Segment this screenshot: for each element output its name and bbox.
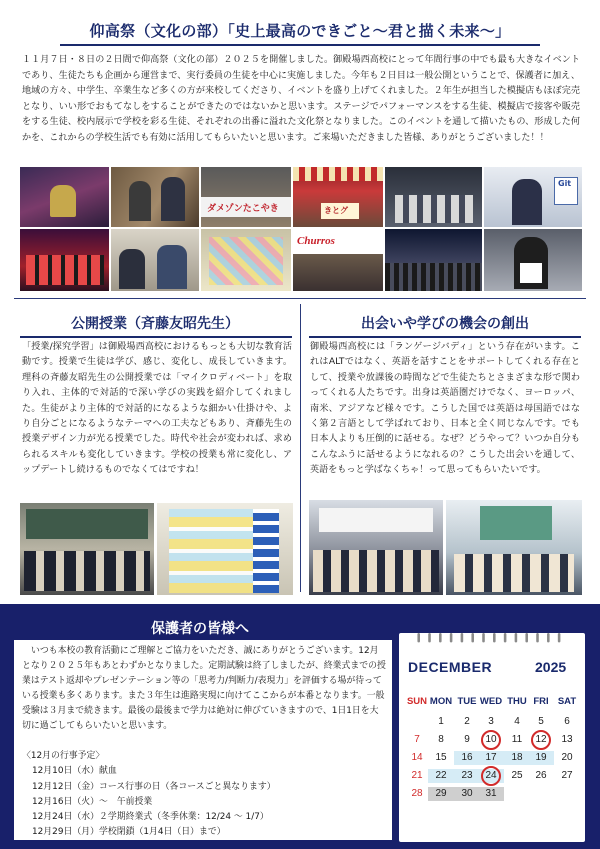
calendar-day: 2 — [464, 716, 470, 727]
calendar-day: 8 — [438, 734, 444, 745]
photo-caption: きとグ — [324, 206, 348, 215]
december-calendar — [399, 633, 585, 842]
calendar-day-circle — [481, 766, 501, 786]
calendar-weekday-sun: SUN — [406, 696, 428, 707]
festival-title-underline — [60, 44, 540, 46]
open-class-title: 公開授業（斉藤友昭先生） — [71, 316, 239, 332]
festival-photo — [201, 167, 291, 227]
calendar-ring — [536, 633, 539, 642]
calendar-day: 6 — [564, 716, 570, 727]
calendar-weekday-tue: TUE — [457, 696, 477, 707]
language-buddy-photo — [309, 500, 443, 595]
calendar-day: 29 — [435, 788, 447, 799]
calendar-day: 28 — [411, 788, 423, 799]
language-buddy-photo — [446, 500, 582, 595]
calendar-ring — [482, 633, 485, 642]
calendar-day: 9 — [464, 734, 470, 745]
calendar-ring — [439, 633, 442, 642]
december-schedule — [22, 749, 386, 841]
calendar-weekday-wed: WED — [479, 696, 503, 707]
calendar-day: 3 — [488, 716, 494, 727]
festival-photo — [293, 229, 383, 291]
calendar-day: 15 — [435, 752, 447, 763]
calendar-day: 13 — [561, 734, 573, 745]
calendar-day-circle — [531, 730, 551, 750]
calendar-ring — [493, 633, 496, 642]
calendar-day: 1 — [438, 716, 444, 727]
calendar-ring — [428, 633, 431, 642]
photo-caption: Git — [558, 179, 572, 188]
calendar-day: 16 — [461, 752, 473, 763]
festival-photo — [385, 167, 482, 227]
calendar-day: 4 — [514, 716, 520, 727]
calendar-day: 23 — [461, 770, 473, 781]
calendar-day-circle — [481, 730, 501, 750]
schedule-item: 12月12日（金）コース行事の日（各コースごと異なります） — [32, 781, 276, 792]
calendar-day: 24 — [485, 770, 497, 781]
open-class-article: 「授業/探究学習」は御殿場西高校におけるもっとも大切な教育活動です。授業で生徒は学び、感じ、変化し、成長していきます。理科の斉藤友昭先生の公開授業では「マイクロディベート」を取り入れ、主体的で対話的で深い学びの実践を紹介してくれました。生徒がより主体的で対話的になるような細かい仕掛けや、より自分ごとになるようなテーマへの工夫などもあり、斉藤先生の授業デザイン力が光る授業でした。時代や社会が変われば、求められるスキルも変化していきます。学校の授業も常に変化し、アップデートし続けるものでなくてはですね！ — [22, 342, 292, 476]
calendar-day: 30 — [461, 788, 473, 799]
calendar-year: 2025 — [535, 659, 567, 675]
calendar-weekday-fri: FRI — [533, 696, 549, 707]
calendar-month: DECEMBER — [408, 659, 493, 675]
parents-message — [22, 644, 386, 734]
festival-photo — [484, 167, 582, 227]
calendar-ring — [504, 633, 507, 642]
photo-caption: ダメゾンたこやき — [207, 204, 279, 214]
schedule-item: 12月24日（水）２学期終業式（冬季休業：12/24 〜 1/7） — [32, 812, 269, 823]
schedule-item: 12月16日（火）〜 午前授業 — [32, 796, 153, 807]
photo-caption: Churros — [297, 235, 335, 247]
open-class-photo — [20, 503, 154, 595]
calendar-weekday-mon: MON — [429, 696, 453, 707]
calendar-day: 10 — [485, 734, 497, 745]
schedule-item: 12月29日（月）学校閉鎖（1月4日（日）まで） — [32, 827, 226, 838]
calendar-day: 22 — [435, 770, 447, 781]
festival-photo — [293, 167, 383, 227]
calendar-ring — [558, 633, 561, 642]
calendar-day: 12 — [535, 734, 547, 745]
language-buddy-article: 御殿場西高校には「ランゲージバディ」という存在がいます。これはALTではなく、英語を話すことをサポートしてくれる存在として、授業や放課後の時間などで生徒たちとさまざまな形で関わってくれる人たちです。出身は英語圏だけでなく、ヨーロッパ、南米、アジアなど様々です。こうした国では英語は母国語ではなく第２言語として学ばれており、日本と全く同じなんです。でも日本人よりも圧倒的に話せる。なぜ？どうやって？いつか自分もこんなふうに話せるようになれるの？こうした出会いを通して、英語をもっと学ばなくちゃ！って思ってもらいたいです。 — [310, 342, 580, 476]
festival-photo-grid — [20, 167, 582, 291]
calendar-day: 5 — [538, 716, 544, 727]
festival-photo — [20, 167, 109, 227]
calendar-weekday-thu: THU — [507, 696, 527, 707]
language-buddy-underline — [309, 336, 581, 338]
festival-photo — [111, 167, 199, 227]
calendar-ring — [525, 633, 528, 642]
calendar-day: 31 — [485, 788, 497, 799]
festival-title: 仰高祭（文化の部）「史上最高のできごと〜君と描く未来〜」 — [89, 22, 511, 40]
calendar-ring — [417, 633, 420, 642]
calendar-ring — [450, 633, 453, 642]
calendar-day: 27 — [561, 770, 573, 781]
calendar-day: 17 — [485, 752, 497, 763]
festival-photo — [111, 229, 199, 291]
calendar-day: 25 — [511, 770, 523, 781]
calendar-day: 21 — [411, 770, 423, 781]
festival-photo — [201, 229, 291, 291]
schedule-title: 〈12月の行事予定〉 — [22, 751, 105, 761]
festival-photo — [385, 229, 482, 291]
calendar-day: 7 — [414, 734, 420, 745]
calendar-ring — [461, 633, 464, 642]
parents-title: 保護者の皆様へ — [151, 621, 249, 637]
calendar-day: 18 — [511, 752, 523, 763]
column-divider — [300, 304, 301, 592]
parents-message-text: いつも本校の教育活動にご理解とご協力をいただき、誠にありがとうございます。12月となり２０２５年もあとわずかとなりました。定期試験は終了しましたが、終業式までの授業はテスト返却やプレゼンテーション等の「思考力/判断力/表現力」を評価する場が待っている授業も多くあります。また３年生は進路実現に向けてここからが本番となります。一般受験は３月まで続きます。最後の最後まで学力は絶対に伸びていきますので、1日1日を大切に過ごしてもらいたいと思います。 — [22, 646, 386, 731]
open-class-underline — [20, 336, 292, 338]
schedule-item: 12月10日（水）献血 — [32, 766, 117, 777]
open-class-photo — [157, 503, 293, 595]
calendar-day: 14 — [411, 752, 423, 763]
calendar-day: 26 — [535, 770, 547, 781]
calendar-binding-rings — [399, 633, 585, 645]
festival-photo — [484, 229, 582, 291]
language-buddy-title: 出会いや学びの機会の創出 — [361, 316, 529, 332]
festival-article: １１月７日・８日の２日間で仰高祭（文化の部）２０２５を開催しました。御殿場西高校にとって年間行事の中でも最も大きなイベントであり、生徒たちも企画から運営まで、実行委員の生徒を中心に実施しました。今年も２日目は一般公開ということで、保護者に加え、地域の方々、中学生、卒業生など多くの方が来校してくださり、イベントを盛り上げてくれました。２年生が担当した模擬店もほぼ完売となり、いい形でおもてなしをすることができたのではないかと思います。ステージでパフォーマンスをする生徒、模擬店で接客や販売をする生徒、校内展示で学校を彩る生徒、それぞれの出番に溢れた文化祭となりました。このイベントを通して描いたもの、形成した何かを、これからの学校生活でも有効に活用してもらいたいと思います。ご来場いただきました皆様、ありがとうございました！！ — [22, 55, 580, 143]
calendar-ring — [515, 633, 518, 642]
section-divider — [14, 298, 586, 299]
calendar-ring — [547, 633, 550, 642]
calendar-weekday-sat: SAT — [557, 696, 577, 707]
calendar-day: 19 — [535, 752, 547, 763]
festival-photo — [20, 229, 109, 291]
calendar-day: 20 — [561, 752, 573, 763]
calendar-ring — [471, 633, 474, 642]
calendar-day: 11 — [511, 734, 523, 745]
